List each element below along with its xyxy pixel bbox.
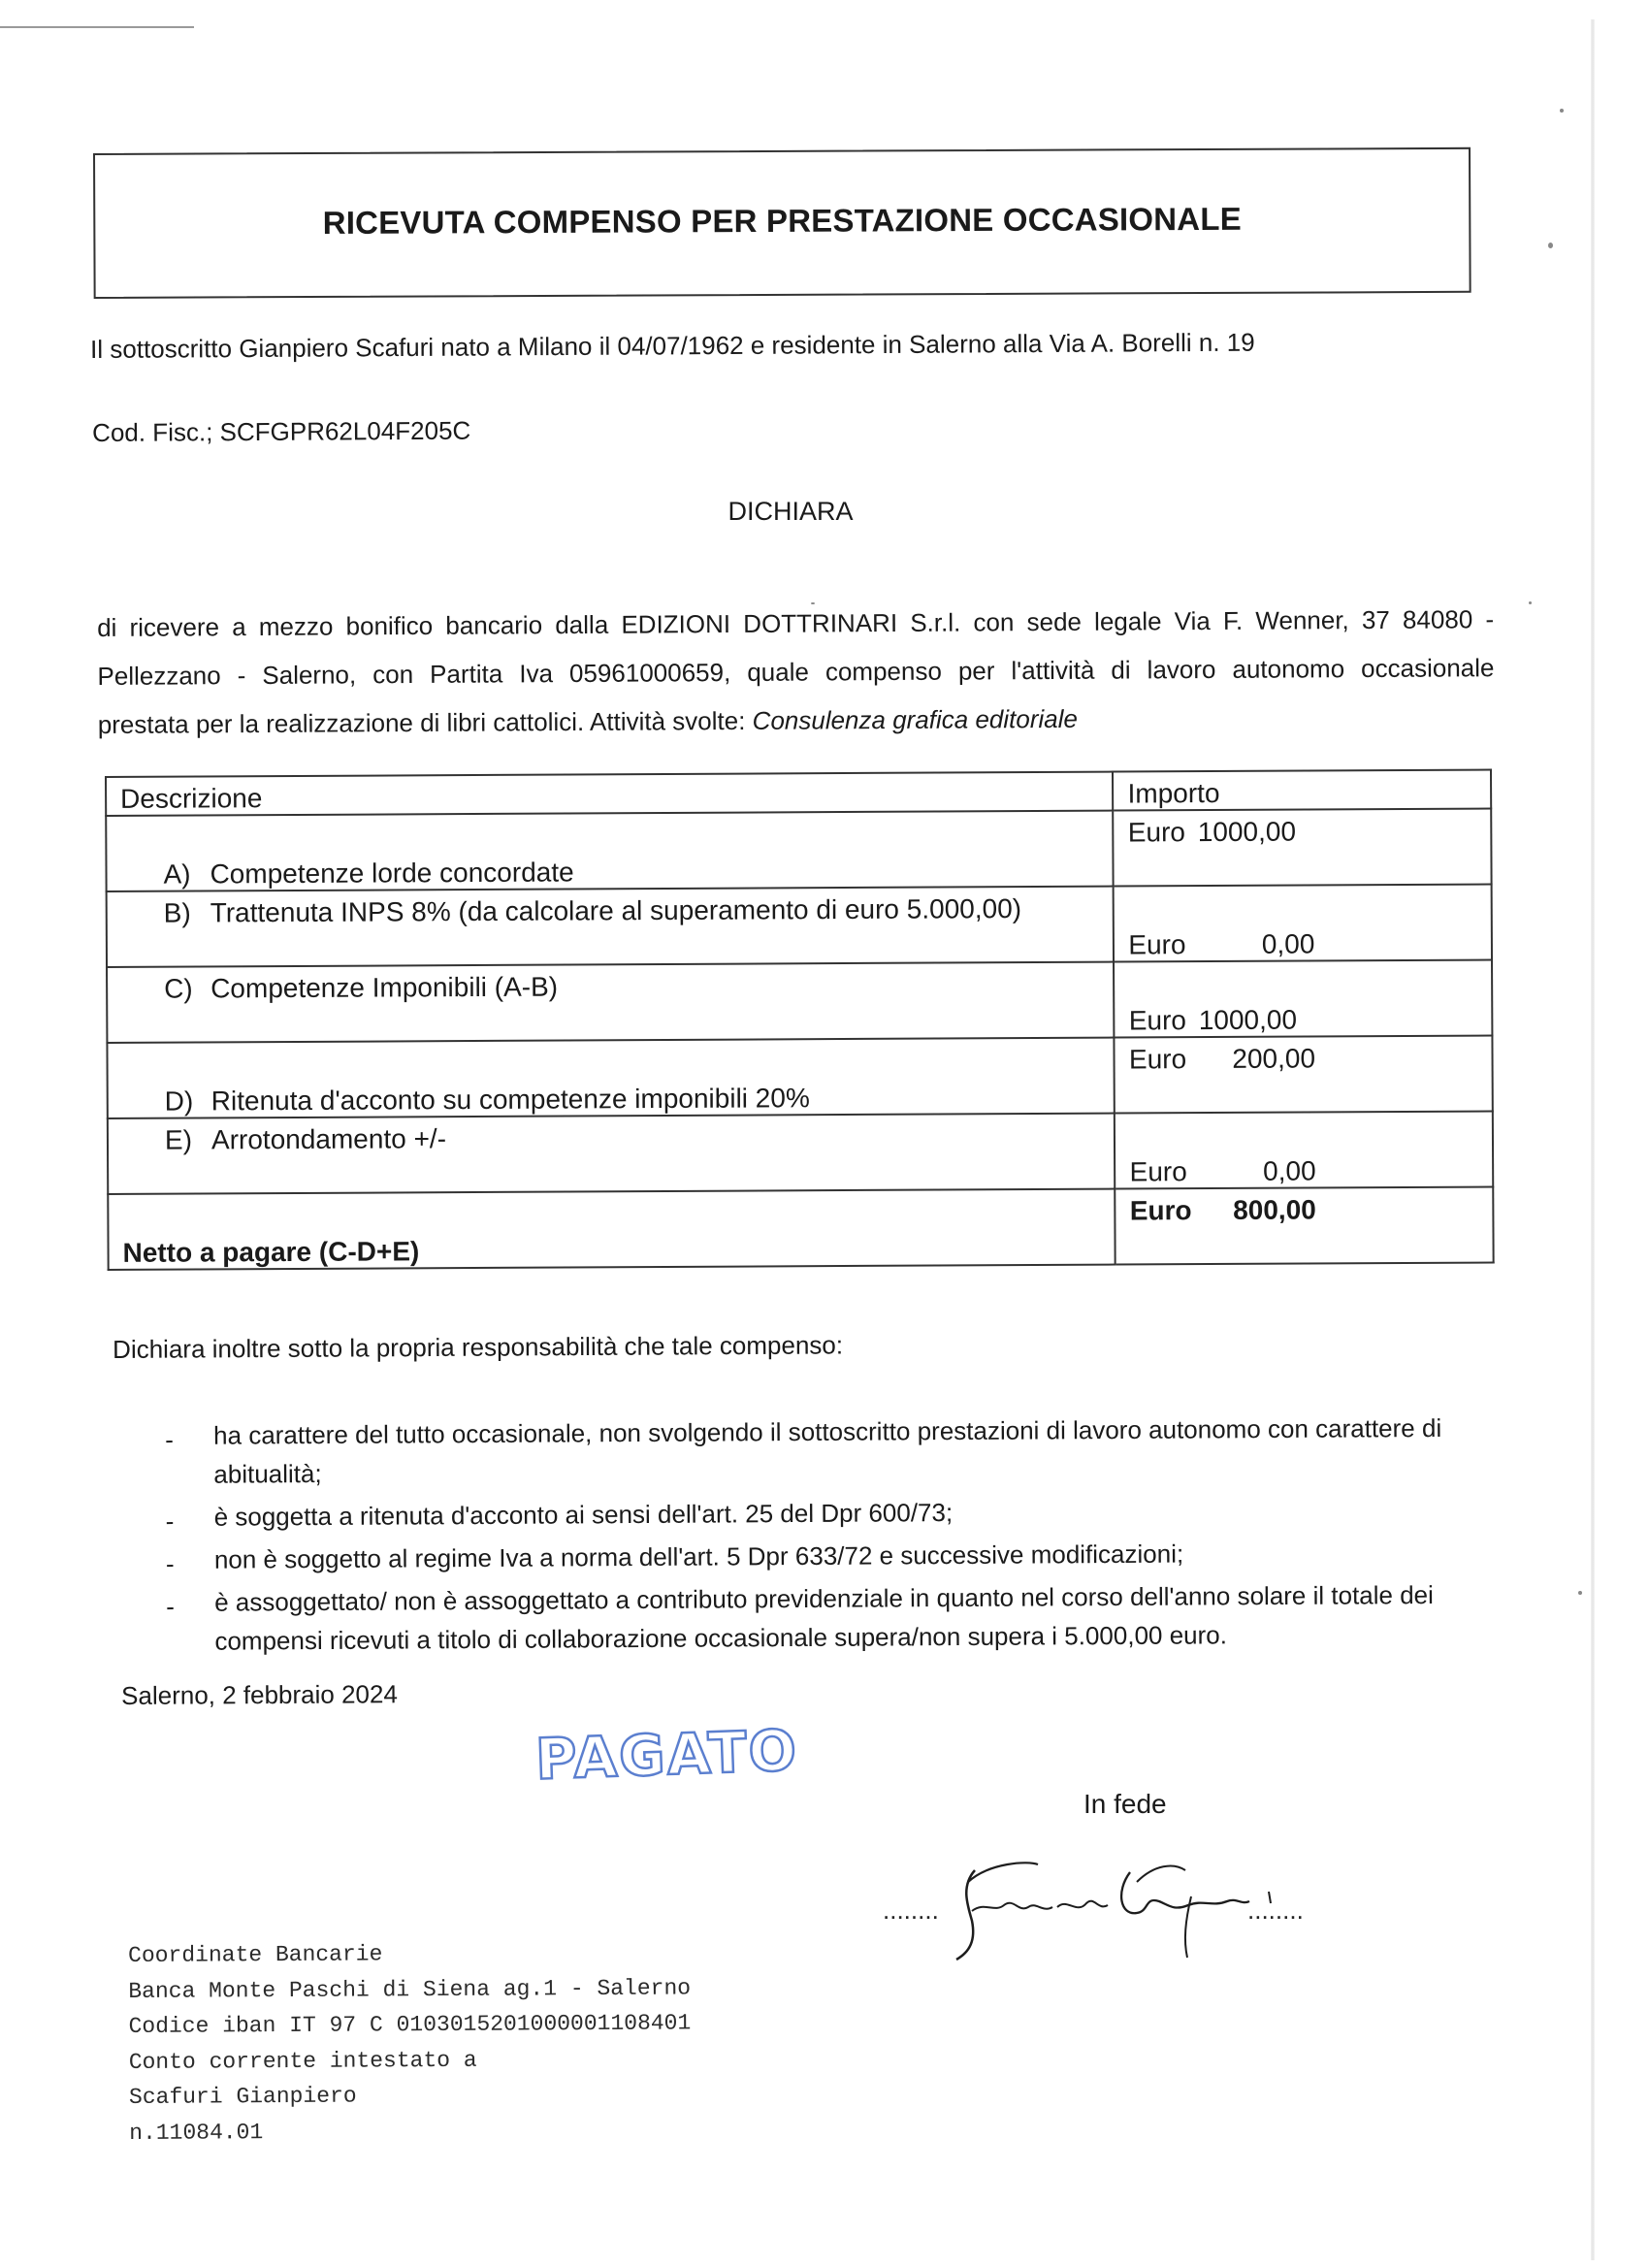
- row-label: C): [164, 973, 193, 1004]
- row-text: Arrotondamento +/-: [210, 1123, 447, 1155]
- declaration-line-3-text: prestata per la realizzazione di libri cattolici. Attività svolte:: [97, 705, 753, 739]
- list-item: [166, 1532, 1524, 1579]
- declaration-line-3: [98, 692, 1495, 749]
- row-text: Competenze lorde concordate: [210, 857, 574, 890]
- scan-edge-shadow: [1591, 19, 1595, 2260]
- intro-text: Il sottoscritto Gianpiero Scafuri nato a Milano il 04/07/1962 e residente in Salerno alla Via A. Borelli n. 19: [90, 327, 1255, 364]
- bank-heading: Coordinate Bancarie: [128, 1941, 383, 1968]
- list-item: [165, 1408, 1523, 1494]
- list-item-text: non è soggetto al regime Iva a norma dell'art. 5 Dpr 633/72 e successive modificazioni;: [213, 1539, 1184, 1574]
- declaration-paragraph: [97, 595, 1495, 749]
- total-amount: 800,00: [1233, 1194, 1316, 1225]
- bank-holder-label: Conto corrente intestato a: [128, 2047, 477, 2075]
- total-amount-cell: [1116, 1187, 1494, 1265]
- declaration-list: [165, 1408, 1525, 1665]
- dichiara-heading: DICHIARA: [728, 497, 854, 526]
- inoltre-text: Dichiara inoltre sotto la propria responsabilità che tale compenso:: [113, 1330, 844, 1364]
- header-descrizione: Descrizione: [106, 772, 1114, 816]
- currency: Euro: [1128, 929, 1186, 960]
- row-amount: [1114, 809, 1492, 887]
- currency: Euro: [1127, 817, 1186, 848]
- compensation-table: [105, 769, 1495, 1271]
- row-amount: [1115, 1112, 1493, 1189]
- row-text: Ritenuta d'acconto su competenze imponibili 20%: [210, 1083, 810, 1117]
- row-label: A): [163, 859, 191, 890]
- currency: Euro: [1128, 1005, 1187, 1036]
- in-fede-label: In fede: [1083, 1789, 1167, 1819]
- table-row: [106, 809, 1491, 891]
- row-label: E): [164, 1124, 193, 1155]
- declaration-line-1: di ricevere a mezzo bonifico bancario dalla EDIZIONI DOTTRINARI S.r.l. con sede legale Via F. Wenner, 37 84080 -: [97, 604, 1495, 642]
- scan-artifact-line: [0, 26, 194, 28]
- date-place: Salerno, 2 febbraio 2024: [121, 1679, 398, 1710]
- list-dash: -: [166, 1591, 175, 1621]
- table-row: [107, 1036, 1492, 1118]
- scan-speck: [1548, 243, 1553, 248]
- table-row: [107, 960, 1492, 1043]
- amount: 0,00: [1263, 1155, 1316, 1186]
- row-text: Competenze Imponibili (A-B): [210, 971, 559, 1004]
- row-amount: [1115, 1036, 1493, 1114]
- amount: 200,00: [1232, 1043, 1316, 1074]
- amount: 0,00: [1261, 928, 1315, 959]
- document-title: RICEVUTA COMPENSO PER PRESTAZIONE OCCASIONALE: [322, 200, 1242, 241]
- row-label: D): [164, 1085, 194, 1117]
- table-total-row: [108, 1187, 1493, 1270]
- total-currency: Euro: [1129, 1195, 1192, 1226]
- title-box: [93, 147, 1471, 299]
- row-amount: [1114, 960, 1492, 1038]
- list-item: [166, 1489, 1524, 1537]
- row-description: [107, 962, 1115, 1043]
- currency: Euro: [1129, 1156, 1187, 1187]
- handwritten-signature: [883, 1843, 1339, 1969]
- list-item-text: ha carattere del tutto occasionale, non svolgendo il sottoscritto prestazioni di lavoro autonomo con carattere di abitualità;: [213, 1412, 1442, 1489]
- currency: Euro: [1128, 1044, 1187, 1075]
- signature-dots-left: ........: [883, 1895, 939, 1925]
- list-item-text: è soggetta a ritenuta d'acconto ai sensi dell'art. 25 del Dpr 600/73;: [213, 1498, 954, 1532]
- scan-speck: [1560, 109, 1564, 113]
- amount: 1000,00: [1198, 1004, 1298, 1036]
- bank-details: [128, 1934, 692, 2151]
- row-text: Trattenuta INPS 8% (da calcolare al superamento di euro 5.000,00): [210, 893, 1022, 928]
- row-label: B): [163, 897, 191, 928]
- list-dash: -: [165, 1548, 175, 1578]
- list-dash: -: [165, 1424, 174, 1454]
- scan-speck: [1529, 601, 1532, 604]
- row-description: [107, 1038, 1115, 1118]
- bank-name: Banca Monte Paschi di Siena ag.1 - Salerno: [128, 1974, 692, 2004]
- table-row: [108, 1112, 1493, 1194]
- bank-iban: Codice iban IT 97 C 0103015201000001108401: [128, 2010, 692, 2039]
- amount: 1000,00: [1197, 816, 1297, 848]
- bank-holder: Scafuri Gianpiero: [128, 2083, 357, 2110]
- paid-stamp: PAGATO: [534, 1717, 800, 1793]
- list-item: [166, 1574, 1524, 1661]
- total-description: Netto a pagare (C-D+E): [108, 1189, 1116, 1270]
- signature-dots-right: ........: [1247, 1895, 1304, 1925]
- header-importo: Importo: [1113, 770, 1491, 811]
- row-amount: [1114, 885, 1492, 962]
- activity-description: Consulenza grafica editoriale: [752, 703, 1079, 735]
- scan-speck: [1578, 1591, 1582, 1595]
- table-row: [107, 885, 1492, 967]
- declaration-line-2: Pellezzano - Salerno, con Partita Iva 05961000659, quale compenso per l'attività di lavoro autonomo occasionale: [97, 653, 1495, 691]
- row-description: [108, 1114, 1116, 1194]
- list-dash: -: [165, 1506, 175, 1536]
- row-description: [106, 811, 1114, 891]
- row-description: [107, 887, 1115, 967]
- bank-account-number: n.11084.01: [129, 2119, 264, 2146]
- codice-fiscale: Cod. Fisc.; SCFGPR62L04F205C: [92, 415, 471, 447]
- list-item-text: è assoggettato/ non è assoggettato a contributo previdenziale in quanto nel corso dell'anno solare il totale dei compensi ricevuti a titolo di collaborazione occasionale supera/non supera i 5.000,00 euro.: [214, 1580, 1434, 1656]
